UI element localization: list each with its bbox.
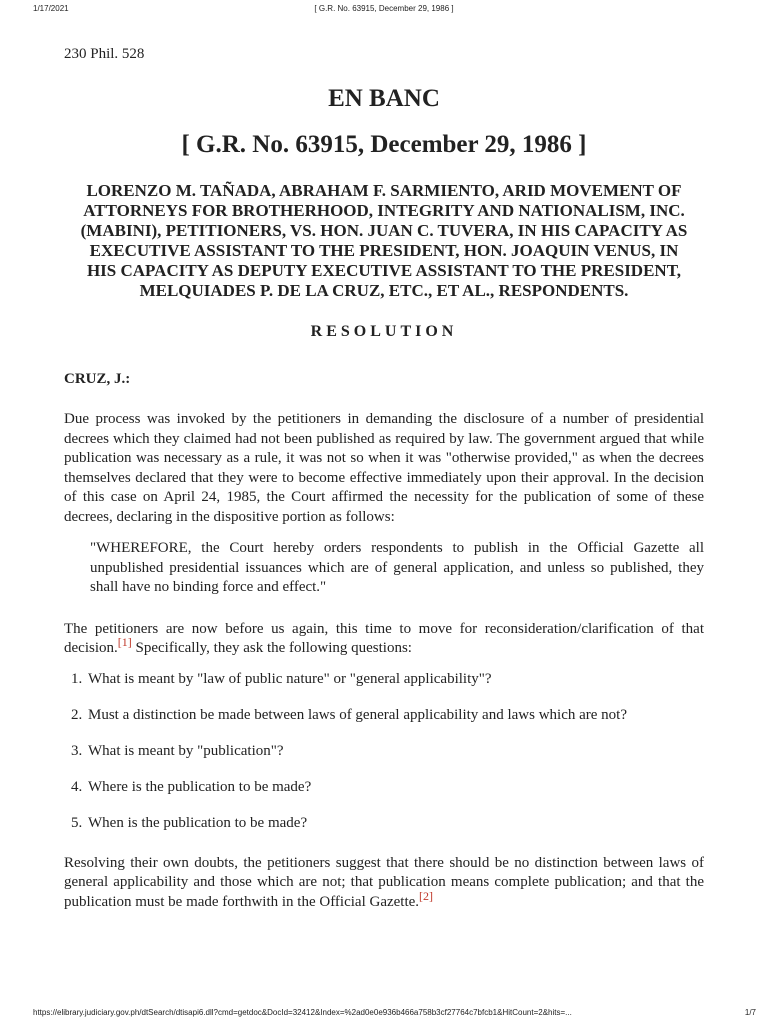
page-indicator: 1/7 [744,1008,756,1017]
case-number-heading: [ G.R. No. 63915, December 29, 1986 ] [181,131,587,158]
print-title: [ G.R. No. 63915, December 29, 1986 ] [314,4,454,13]
questions-list [64,671,704,832]
question-item: 1. What is meant by "law of public nature" or "general applicability"? [86,671,704,688]
print-date: 1/17/2021 [33,4,69,13]
paragraph-3-text: Resolving their own doubts, the petitioners suggest that there should be no distinction between laws of general applicability and those which are not; that publication means complete publication; and that the publication must be made forthwith in the Official Gazette. [64,854,704,910]
document-page [64,46,704,912]
paragraph-2-tail: Specifically, they ask the following questions: [131,640,412,656]
footnote-link-2[interactable]: [2] [419,888,434,903]
paragraph-2-text: The petitioners are now before us again, this time to move for reconsideration/clarification of that decision. [64,620,704,656]
footnote-link-1[interactable]: [1] [117,635,132,649]
print-header [0,4,768,16]
paragraph-3 [64,854,704,913]
paragraph-2 [64,620,704,659]
division-heading: EN BANC [328,85,440,112]
print-footer [0,1008,768,1020]
question-item: 5. When is the publication to be made? [86,815,704,832]
paragraph-1: Due process was invoked by the petitioners in demanding the disclosure of a number of presidential decrees which they claimed had not been published as required by law. The government argued that while publication was necessary as a rule, it was not so when it was "otherwise provided," as when the decrees themselves declared that they were to become effective immediately upon their approval. In the decision of this case on April 24, 1985, the Court affirmed the necessity for the publication of some of these decrees, declaring in the dispositive portion as follows: [64,411,704,525]
source-url: https://elibrary.judiciary.gov.ph/dtSearch/dtisapi6.dll?cmd=getdoc&DocId=32412&Index=%2ad0e0e936b466a758b3cf27764c7bfcb1&HitCount=2&hits=... [33,1008,572,1017]
citation: 230 Phil. 528 [64,46,145,62]
ponente: CRUZ, J.: [64,371,131,387]
case-parties: LORENZO M. TAÑADA, ABRAHAM F. SARMIENTO, ARID MOVEMENT OF ATTORNEYS FOR BROTHERHOOD, INTEGRITY AND NATIONALISM, INC. (MABINI), PETITIONERS, VS. HON. JUAN C. TUVERA, IN HIS CAPACITY AS EXECUTIVE ASSISTANT TO THE PRESIDENT, HON. JOAQUIN VENUS, IN HIS CAPACITY AS DEPUTY EXECUTIVE ASSISTANT TO THE PRESIDENT, MELQUIADES P. DE LA CRUZ, ETC., ET AL., RESPONDENTS. [80,181,688,300]
question-item: 3. What is meant by "publication"? [86,743,704,760]
question-item: 4. Where is the publication to be made? [86,779,704,796]
question-item: 2. Must a distinction be made between laws of general applicability and laws which are not? [86,707,704,724]
dispositive-quote: "WHEREFORE, the Court hereby orders respondents to publish in the Official Gazette all unpublished presidential issuances which are of general application, and unless so published, they shall have no binding force and effect." [90,540,704,595]
document-type-heading: RESOLUTION [310,323,458,340]
